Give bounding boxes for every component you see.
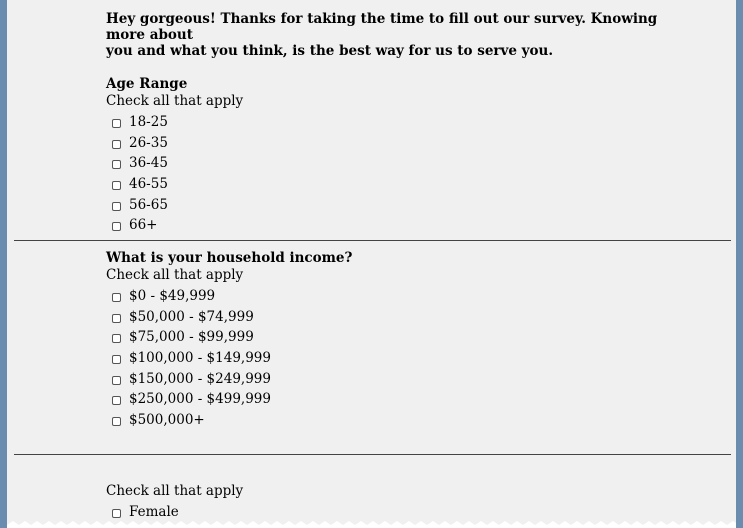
income-hint: Check all that apply (106, 267, 244, 283)
gender-option[interactable] (106, 502, 666, 523)
section-divider (14, 240, 731, 241)
income-option[interactable] (106, 286, 666, 307)
option-label: 46-55 (129, 176, 168, 193)
survey-content (106, 11, 666, 236)
age-option[interactable] (106, 133, 666, 154)
checkbox[interactable] (112, 202, 121, 211)
intro-text (106, 11, 666, 59)
gender-options (106, 502, 666, 523)
option-label: 56-65 (129, 196, 168, 213)
checkbox[interactable] (112, 181, 121, 190)
checkbox[interactable] (112, 293, 121, 302)
age-range-title: Age Range (106, 76, 188, 92)
income-option[interactable] (106, 368, 666, 389)
option-label: 66+ (129, 217, 158, 234)
income-option[interactable] (106, 410, 666, 431)
checkbox[interactable] (112, 314, 121, 323)
age-range-options (106, 112, 666, 236)
income-options (106, 286, 666, 430)
age-option[interactable] (106, 215, 666, 236)
age-range-hint: Check all that apply (106, 93, 244, 109)
option-label: 36-45 (129, 155, 168, 172)
income-section (106, 250, 666, 430)
option-label: 18-25 (129, 114, 168, 131)
gender-section (106, 483, 666, 523)
option-label: $100,000 - $149,999 (129, 350, 271, 367)
spacer (106, 59, 666, 76)
intro-line-2: you and what you think, is the best way for us to serve you. (106, 43, 554, 59)
income-option[interactable] (106, 307, 666, 328)
checkbox[interactable] (112, 376, 121, 385)
age-option[interactable] (106, 153, 666, 174)
checkbox[interactable] (112, 334, 121, 343)
option-label: Female (129, 504, 179, 521)
intro-line-1: Hey gorgeous! Thanks for taking the time to fill out our survey. Knowing more about (106, 11, 658, 43)
option-label: 26-35 (129, 134, 168, 151)
age-option[interactable] (106, 112, 666, 133)
option-label: $0 - $49,999 (129, 288, 216, 305)
option-label: $250,000 - $499,999 (129, 391, 271, 408)
income-title: What is your household income? (106, 250, 353, 266)
torn-edge (7, 521, 736, 528)
checkbox[interactable] (112, 355, 121, 364)
checkbox[interactable] (112, 160, 121, 169)
option-label: $75,000 - $99,999 (129, 329, 254, 346)
checkbox[interactable] (112, 222, 121, 231)
option-label: $50,000 - $74,999 (129, 308, 254, 325)
income-option[interactable] (106, 327, 666, 348)
income-option[interactable] (106, 389, 666, 410)
section-divider (14, 454, 731, 455)
option-label: $500,000+ (129, 411, 205, 428)
checkbox[interactable] (112, 417, 121, 426)
survey-panel (7, 0, 736, 528)
option-label: $150,000 - $249,999 (129, 370, 271, 387)
gender-hint: Check all that apply (106, 483, 244, 499)
age-option[interactable] (106, 174, 666, 195)
checkbox[interactable] (112, 396, 121, 405)
checkbox[interactable] (112, 140, 121, 149)
checkbox[interactable] (112, 509, 121, 518)
age-option[interactable] (106, 194, 666, 215)
checkbox[interactable] (112, 119, 121, 128)
income-option[interactable] (106, 348, 666, 369)
